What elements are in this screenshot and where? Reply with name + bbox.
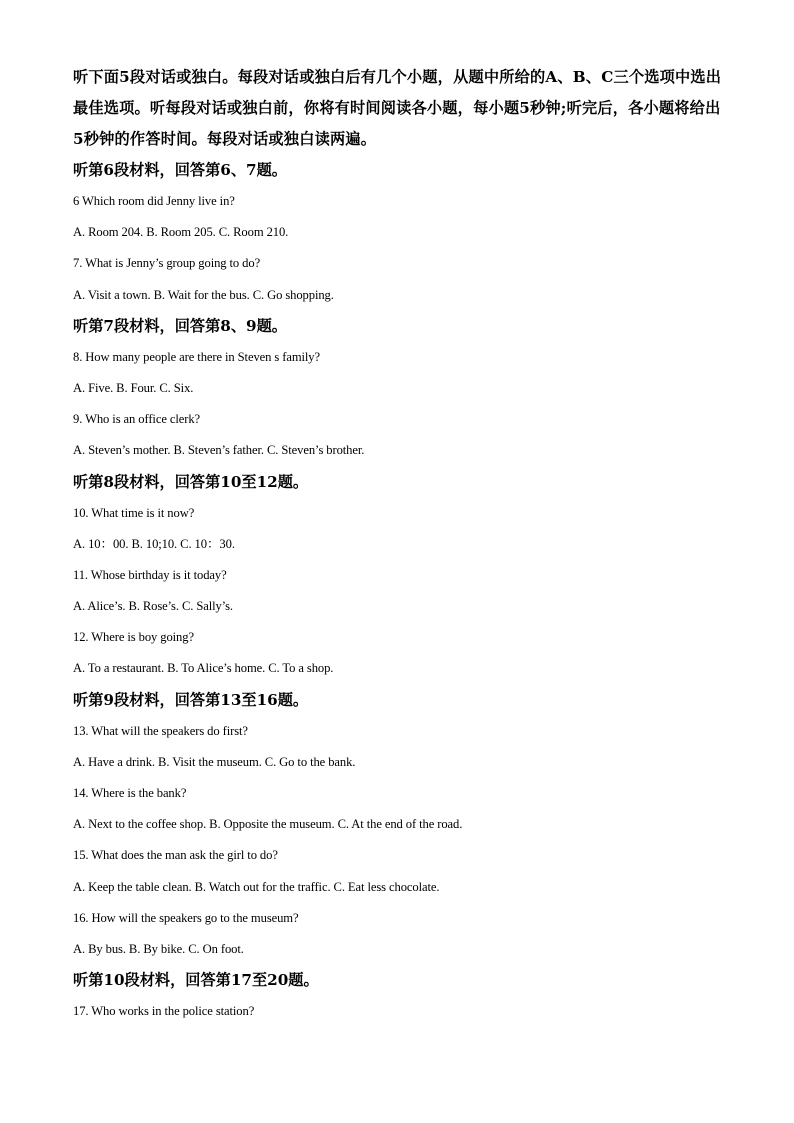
- options-11: A. Alice’s. B. Rose’s. C. Sally’s.: [73, 599, 233, 614]
- options-15: A. Keep the table clean. B. Watch out for the traffic. C. Eat less chocolate.: [73, 879, 440, 894]
- options-16: A. By bus. B. By bike. C. On foot.: [73, 941, 244, 956]
- options-10: A. 10：00. B. 10;10. C. 10：30.: [73, 536, 235, 551]
- section-heading: 听第8段材料，回答第10至12题。: [73, 472, 309, 491]
- section-7: [73, 311, 728, 467]
- question-8: 8. How many people are there in Steven s family?: [73, 349, 320, 364]
- question-11: 11. Whose birthday is it today?: [73, 567, 227, 582]
- section-8: [73, 467, 728, 685]
- options-13: A. Have a drink. B. Visit the museum. C. Go to the bank.: [73, 754, 356, 769]
- instructions-paragraph: 听下面5段对话或独白。每段对话或独白后有几个小题，从题中所给的A、B、C三个选项中选出最佳选项。听每段对话或独白前，你将有时间阅读各小题，每小题5秒钟;听完后，各小题将给出5秒钟的作答时间。每段对话或独白读两遍。: [73, 68, 722, 148]
- options-7: A. Visit a town. B. Wait for the bus. C. Go shopping.: [73, 287, 334, 302]
- section-heading: 听第7段材料，回答第8、9题。: [73, 316, 287, 335]
- document-page: [73, 62, 728, 1027]
- section-9: [73, 685, 728, 966]
- question-15: 15. What does the man ask the girl to do?: [73, 848, 278, 863]
- options-14: A. Next to the coffee shop. B. Opposite the museum. C. At the end of the road.: [73, 817, 463, 832]
- question-10: 10. What time is it now?: [73, 505, 195, 520]
- section-heading: 听第9段材料，回答第13至16题。: [73, 690, 309, 709]
- question-16: 16. How will the speakers go to the museum?: [73, 910, 299, 925]
- question-12: 12. Where is boy going?: [73, 630, 194, 645]
- question-6: 6 Which room did Jenny live in?: [73, 194, 235, 208]
- question-7: 7. What is Jenny’s group going to do?: [73, 256, 261, 271]
- question-9: 9. Who is an office clerk?: [73, 412, 201, 427]
- question-13: 13. What will the speakers do first?: [73, 723, 248, 738]
- question-17: 17. Who works in the police station?: [73, 1004, 255, 1019]
- section-6: [73, 155, 728, 311]
- section-10: [73, 965, 728, 1027]
- section-heading: 听第6段材料，回答第6、7题。: [73, 161, 287, 179]
- section-heading: 听第10段材料，回答第17至20题。: [73, 971, 319, 990]
- options-6: A. Room 204. B. Room 205. C. Room 210.: [73, 225, 289, 240]
- options-8: A. Five. B. Four. C. Six.: [73, 380, 194, 395]
- question-14: 14. Where is the bank?: [73, 786, 187, 800]
- options-12: A. To a restaurant. B. To Alice’s home. C. To a shop.: [73, 661, 334, 676]
- options-9: A. Steven’s mother. B. Steven’s father. C. Steven’s brother.: [73, 443, 365, 458]
